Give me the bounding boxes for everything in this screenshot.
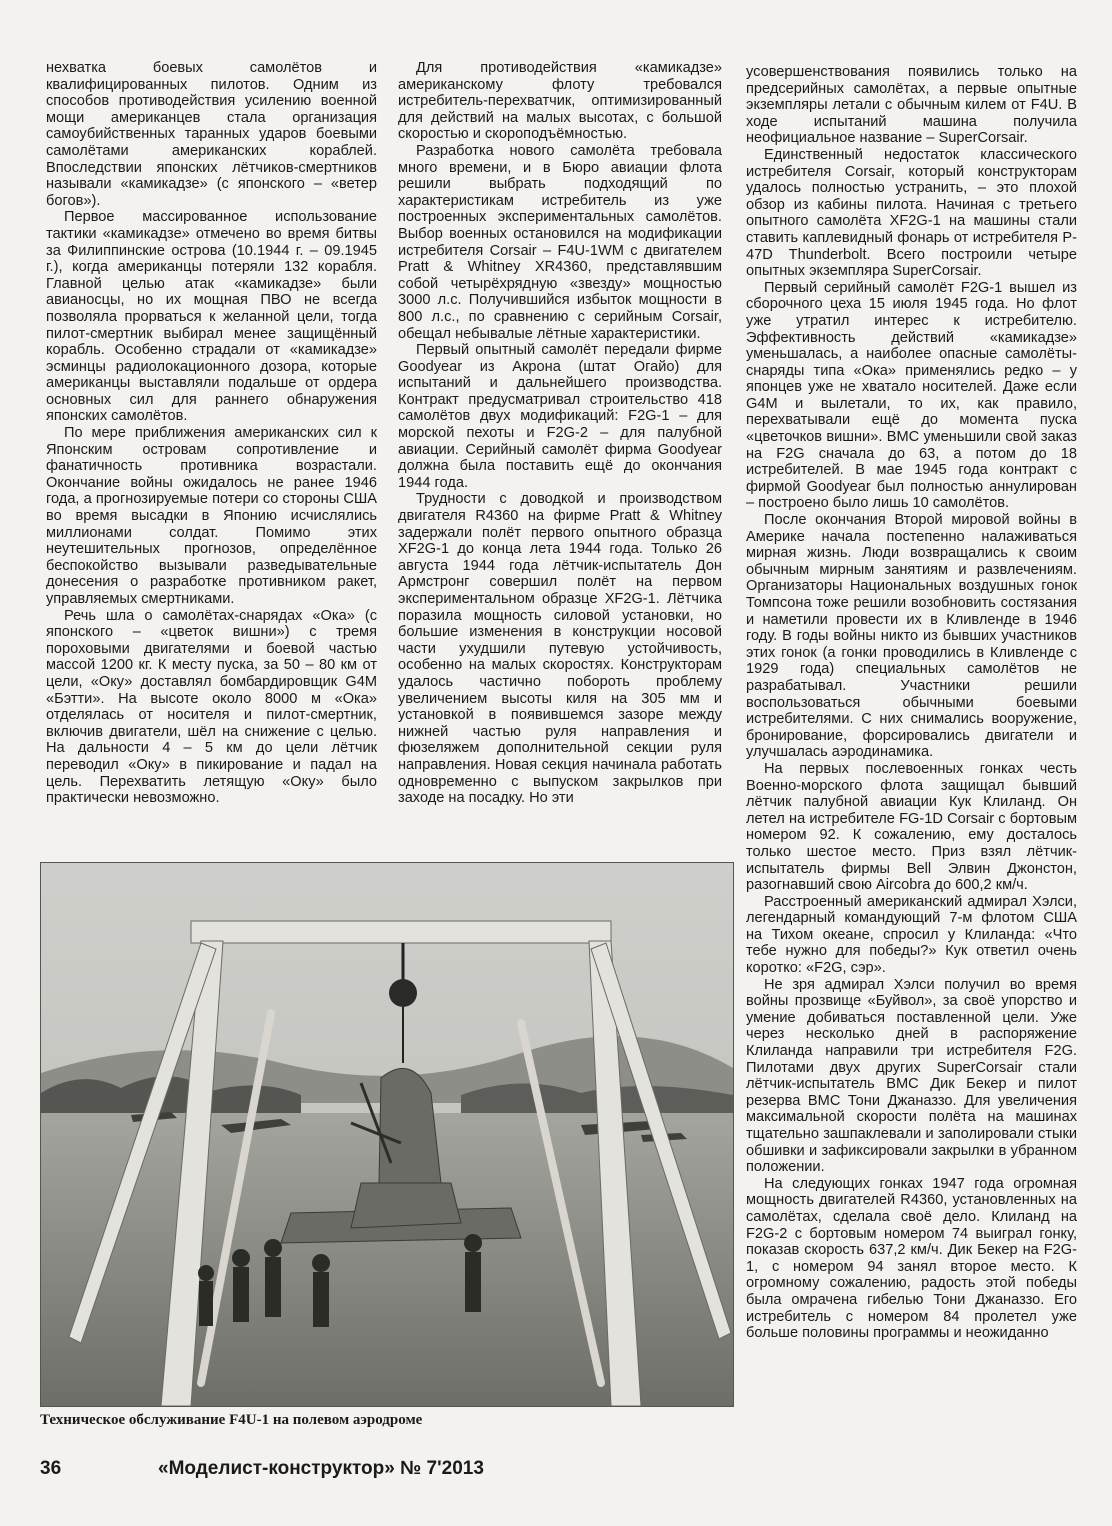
- text-column-2: [398, 60, 722, 807]
- photo-caption: Техническое обслуживание F4U-1 на полевом аэродроме: [40, 1412, 423, 1428]
- page-footer: [40, 1458, 740, 1480]
- paragraph: На первых послевоенных гонках честь Военно-морского флота защищал бывший лётчик палубной авиации Кук Клиланд. Он летел на истребителе FG-1D Corsair с бортовым номером 92. К сожалению, ему досталось только шестое место. Приз взял лётчик-испытатель фирмы Bell Элвин Джонстон, разогнавший свою Aircobra до 600,2 км/ч.: [746, 760, 1077, 894]
- magazine-title: «Моделист-конструктор» № 7'2013: [158, 1458, 484, 1479]
- paragraph: Разработка нового самолёта требовала много времени, и в Бюро авиации флота решили выбрать подходящий по характеристикам истребитель из уже построенных экспериментальных самолётов. Выбор военных остановился на модификации истребителя Corsair – F4U-1WM с двигателем Pratt & Whitney XR4360, представлявшим собой четырёхрядную «звезду» мощностью 3000 л.с. Получившийся избыток мощности в 800 л.с., по сравнению с серийным Corsair, обещал небывалые лётные характеристики.: [398, 142, 722, 342]
- paragraph: Не зря адмирал Хэлси получил во время войны прозвище «Буйвол», за своё упорство и умение добиваться поставленной цели. Уже через несколько дней в распоряжение Клиланда направили три истребителя F2G. Пилотами двух других SuperCorsair стали лётчик-испытатель ВМС Дик Бекер и пилот резерва ВМС Тони Джаназзо. Для увеличения максимальной скорости полёта на машинах тщательно зашпаклевали и заполировали стыки обшивки и зафиксировали закрылки в убранном положении.: [746, 976, 1077, 1176]
- page-number: 36: [40, 1458, 62, 1479]
- paragraph: Расстроенный американский адмирал Хэлси, легендарный командующий 7-м флотом США на Тихом океане, спросил у Клиланда: «Что тебе нужно для победы?» Кук ответил очень коротко: «F2G, сэр».: [746, 893, 1077, 977]
- paragraph: Единственный недостаток классического истребителя Corsair, который конструкторам удалось полностью устранить, – это плохой обзор из кабины пилота. Начиная с третьего опытного самолёта XF2G-1 на машины стали ставить каплевидный фонарь от истребителя P-47D Thunderbolt. Всего построили четыре опытных экземпляра SuperCorsair.: [746, 146, 1077, 280]
- paragraph: Для противодействия «камикадзе» американскому флоту требовался истребитель-перехватчик, оптимизированный для действий на малых высотах, с большой скоростью и скороподъёмностью.: [398, 60, 722, 143]
- text-column-1: [46, 60, 377, 807]
- paragraph: Первый опытный самолёт передали фирме Goodyear из Акрона (штат Огайо) для испытаний и дальнейшего производства. Контракт предусматривал строительство 418 самолётов двух модификаций: F2G-1 – для морской пехоты и F2G-2 – для палубной авиации. Серийный самолёт фирма Goodyear должна была поставить ещё до окончания 1944 года.: [398, 342, 722, 491]
- paragraph: Речь шла о самолётах-снарядах «Ока» (с японского – «цветок вишни») с тремя пороховыми двигателями и боевой частью массой 1200 кг. К месту пуска, за 50 – 80 км от цели, «Оку» доставлял бомбардировщик G4M «Бэтти». На высоте около 8000 м «Ока» отделялась от носителя и пилот-смертник, включив двигатели, шёл на снижение с целью. На дальности 4 – 5 км до цели лётчик переводил «Оку» в пикирование и падал на цель. Перехватить летящую «Оку» было практически невозможно.: [46, 607, 377, 807]
- paragraph: На следующих гонках 1947 года огромная мощность двигателей R4360, установленных на самолётах, сделала своё дело. Клиланд на F2G-2 с бортовым номером 74 выиграл гонку, показав скорость 637,2 км/ч. Дик Бекер на F2G-1, с номером 94 занял второе место. К огромному сожалению, радость этой победы была омрачена гибелью Тони Джаназзо. Его истребитель с номером 84 пролетел уже больше половины программы и неожиданно: [746, 1175, 1077, 1342]
- paragraph: Первый серийный самолёт F2G-1 вышел из сборочного цеха 15 июля 1945 года. Но флот уже утратил интерес к истребителю. Эффективность действий «камикадзе» уменьшалась, а наиболее опасные самолёты-снаряды типа «Ока» применялись редко – у японцев уже не хватало носителей. Даже если G4M и вылетали, то их, как правило, перехватывали ещё до момента пуска «цветочков вишни». ВМС уменьшили свой заказ на F2G сначала до 63, а потом до 18 истребителей. В мае 1945 года контракт с фирмой Goodyear был полностью аннулирован – построено было лишь 10 самолётов.: [746, 279, 1077, 512]
- paragraph: усовершенствования появились только на предсерийных самолётах, а первые опытные экземпляры летали с обычным килем от F4U. В ходе испытаний машина получила неофициальное название – SuperCorsair.: [746, 64, 1077, 147]
- paragraph: По мере приближения американских сил к Японским островам сопротивление и фанатичность противника возрастали. Окончание войны ожидалось не ранее 1946 года, а прогнозируемые потери со стороны США во время высадки в Японию исчислялись миллионами солдат. Помимо этих неутешительных прогнозов, определённое беспокойство вызывали разведывательные донесения о разработке противником ракет, управляемых смертниками.: [46, 425, 377, 607]
- paragraph: Трудности с доводкой и производством двигателя R4360 на фирме Pratt & Whitney задержали полёт первого опытного образца XF2G-1 до конца лета 1944 года. Только 26 августа 1944 года лётчик-испытатель Дон Армстронг совершил полёт на первом экспериментальном образце XF2G-1. Лётчика поразила мощность силовой установки, но большие изменения в конструкции носовой части ухудшили путевую устойчивость, особенно на малых скоростях. Конструкторам удалось частично побороть проблему увеличением высоты киля на 305 мм и установкой в появившемся зазоре между нижней частью руля направления и фюзеляжем дополнительной секции руля направления. Новая секция начинала работать одновременно с выпуском закрылков при заходе на посадку. Но эти: [398, 491, 722, 807]
- aircraft-maintenance-photo: [40, 862, 734, 1407]
- paragraph: нехватка боевых самолётов и квалифицированных пилотов. Одним из способов противодействия усилению военной мощи американцев стала организация самоубийственных таранных ударов боевыми самолётами американских кораблей. Впоследствии японских лётчиков-смертников называли «камикадзе» (с японского – «ветер богов»).: [46, 60, 377, 209]
- paragraph: Первое массированное использование тактики «камикадзе» отмечено во время битвы за Филиппинские острова (10.1944 г. – 09.1945 г.), когда американцы потеряли 132 корабля. Главной целью атак «камикадзе» были авианосцы, но их мощная ПВО не всегда позволяла прорваться к желанной цели, тогда пилот-смертник выбирал менее защищённый корабль. Особенно страдали от «камикадзе» эсминцы радиолокационного дозора, которые американцы выставляли подальше от ордера основных сил для раннего обнаружения японских самолётов.: [46, 209, 377, 425]
- text-column-3: [746, 64, 1077, 1342]
- paragraph: После окончания Второй мировой войны в Америке начала постепенно налаживаться мирная жизнь. Люди возвращались к своим обычным мирным занятиям и развлечениям. Организаторы Национальных воздушных гонок Томпсона тоже решили возобновить состязания и наметили провести их в Кливленде в 1946 году. В годы войны никто из бывших участников этих гонок (а гонки проводились в Кливленде с 1929 года) специальных самолётов не разрабатывал. Участники решили воспользоваться обычными боевыми истребителями. С них снимались вооружение, бронирование, форсировались двигатели и улучшалась аэродинамика.: [746, 512, 1077, 761]
